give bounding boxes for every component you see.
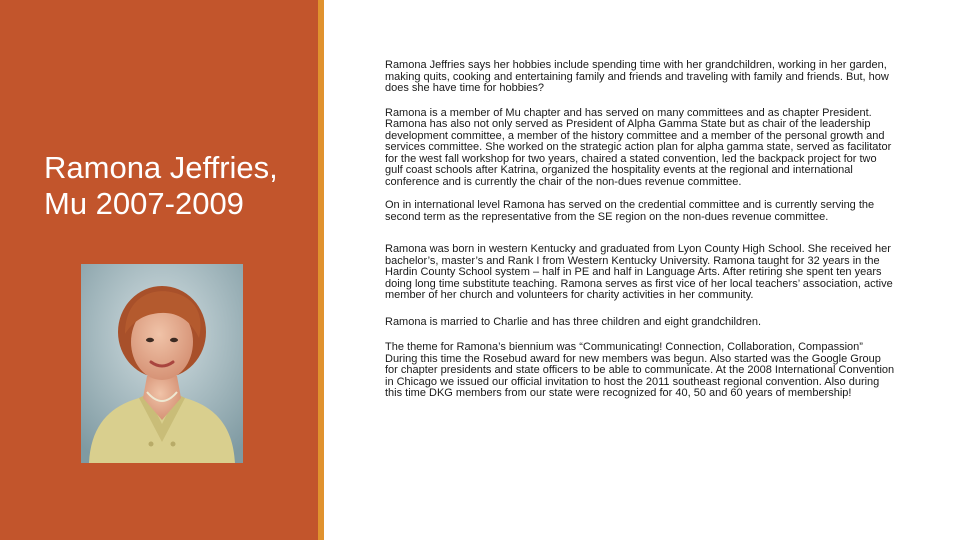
title-years: Mu 2007-2009 (44, 186, 244, 221)
bio-paragraph-biennium: The theme for Ramona’s biennium was “Communicating! Connection, Collaboration, Compassion” During this time the Rosebud award for new members was begun. Also started was the Google Group for chapter presidents and state officers to be able to communicate. At the 2008 International Convention in Chicago we issued our official invitation to host the 2011 southeast regional convention. Also during this time DKG members from our state were recognized for 40, 50 and 60 years of membership! (385, 341, 895, 399)
title-name: Ramona Jeffries, (44, 150, 278, 185)
bio-paragraph-family: Ramona is married to Charlie and has three children and eight grandchildren. (385, 315, 762, 328)
bio-paragraph-hobbies: Ramona Jeffries says her hobbies include spending time with her grandchildren, working in her garden, making quits, cooking and entertaining family and friends and traveling with family and friends. But, how does she have time for hobbies? (385, 59, 889, 94)
accent-stripe (318, 0, 324, 540)
bio-paragraph-international: On in international level Ramona has served on the credential committee and is currently serving the second term as the representative from the SE region on the non-dues revenue committee. (385, 199, 875, 223)
title-panel (0, 0, 318, 540)
bio-paragraph-background: Ramona was born in western Kentucky and graduated from Lyon County High School. She received her bachelor’s, master’s and Rank I from Western Kentucky University. Ramona taught for 32 years in the Hardin County School system – half in PE and half in Language Arts. After retiring she spent ten years doing long time substitute teaching. Ramona serves as first vice of her local teachers’ association, active member of her church and volunteers for charity activities in her community. (385, 243, 893, 301)
bio-paragraph-service: Ramona is a member of Mu chapter and has served on many committees and as chapter President. Ramona has also not only served as President of Alpha Gamma State but as chair of the leadership development committee, a member of the history committee and a member of the personal growth and services committee. She worked on the strategic action plan for alpha gamma state, served as facilitator for the west fall workshop for two years, chaired a stated convention, led the backpack project for two gulf coast schools after Katrina, organized the hospitality events at the regional and international conference and is currently the chair of the non-dues revenue committee. (385, 106, 892, 188)
slide-title (44, 150, 304, 222)
portrait-photo (81, 264, 243, 463)
bio-text (385, 60, 895, 400)
